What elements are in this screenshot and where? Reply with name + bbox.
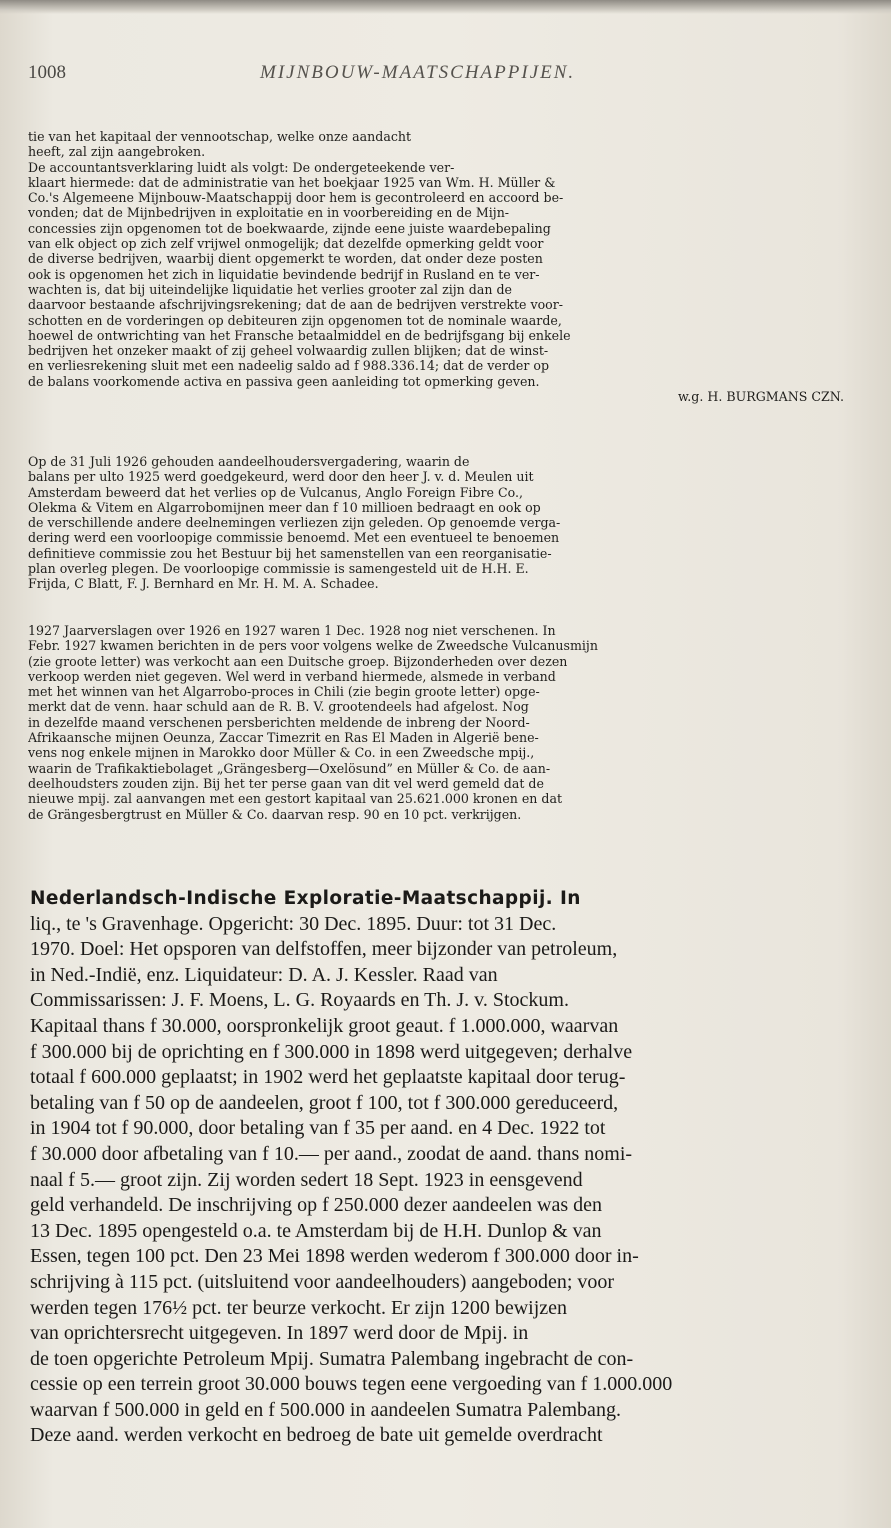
year-1927-line: Afrikaansche mijnen Oeunza, Zaccar Timezrit en Ras El Maden in Algerië bene-	[28, 730, 539, 746]
meeting-line: Op de 31 Juli 1926 gehouden aandeelhoudersvergadering, waarin de	[28, 454, 470, 469]
report-line: bedrijven het onzeker maakt of zij geheel volwaardig zullen blijken; dat de winst-	[28, 343, 549, 359]
company-line: 1970. Doel: Het opsporen van delfstoffen, meer bijzonder van petroleum,	[30, 938, 618, 961]
year-1927-line: vens nog enkele mijnen in Marokko door Müller & Co. in een Zweedsche mpij.,	[28, 745, 535, 761]
year-1927-line: in dezelfde maand verschenen persberichten meldende de inbreng der Noord-	[28, 714, 530, 730]
company-line: liq., te 's Gravenhage. Opgericht: 30 Dec. 1895. Duur: tot 31 Dec.	[30, 912, 557, 935]
year-1927-line: (zie groote letter) was verkocht aan een Duitsche groep. Bijzonderheden over dezen	[28, 653, 568, 669]
company-line: in 1904 tot f 90.000, door betaling van f 35 per aand. en 4 Dec. 1922 tot	[30, 1117, 606, 1140]
meeting-line: de verschillende andere deelnemingen verliezen zijn geleden. Op genoemde verga-	[28, 515, 561, 531]
report-signature: w.g. H. BURGMANS CZN.	[678, 389, 844, 405]
company-line: f 300.000 bij de oprichting en f 300.000 in 1898 werd uitgegeven; derhalve	[30, 1040, 633, 1063]
year-1927-line: 1927 Jaarverslagen over 1926 en 1927 waren 1 Dec. 1928 nog niet verschenen. In	[28, 623, 556, 638]
company-name: Nederlandsch-Indische Exploratie-Maatschappij. In	[30, 888, 581, 909]
year-1927-line: deelhoudsters zouden zijn. Bij het ter perse gaan van dit vel werd gemeld dat de	[28, 775, 544, 791]
page-header	[28, 62, 848, 92]
page-top-edge	[0, 0, 891, 14]
page-number: 1008	[28, 62, 66, 83]
running-head: MIJNBOUW-MAATSCHAPPIJEN.	[260, 62, 576, 83]
meeting-line: Frijda, C Blatt, F. J. Bernhard en Mr. H. M. A. Schadee.	[28, 576, 379, 592]
meeting-line: definitieve commissie zou het Bestuur bij het samenstellen van een reorganisatie-	[28, 545, 552, 561]
company-line: in Ned.-Indië, enz. Liquidateur: D. A. J. Kessler. Raad van	[30, 963, 498, 986]
year-1927-line: merkt dat de venn. haar schuld aan de R. B. V. grootendeels had afgelost. Nog	[28, 699, 529, 715]
year-1927-line: verkoop werden niet gegeven. Wel werd in verband hiermede, alsmede in verband	[28, 668, 556, 684]
report-line: wachten is, dat bij uiteindelijke liquidatie het verlies grooter zal zijn dan de	[28, 281, 512, 297]
year-1927-line: waarin de Trafikaktiebolaget „Grängesberg—Oxelösund” en Müller & Co. de aan-	[28, 760, 551, 776]
year-1927-paragraph	[28, 623, 864, 822]
company-line: Deze aand. werden verkocht en bedroeg de bate uit gemelde overdracht	[30, 1424, 603, 1447]
report-line: en verliesrekening sluit met een nadeelig saldo ad f 988.336.14; dat de verder op	[28, 358, 550, 374]
meeting-paragraph	[28, 454, 864, 592]
company-line: Essen, tegen 100 pct. Den 23 Mei 1898 werden wederom f 300.000 door in-	[30, 1245, 639, 1268]
year-1927-line: met het winnen van het Algarrobo-proces in Chili (zie begin groote letter) opge-	[28, 684, 540, 700]
report-line: tie van het kapitaal der vennootschap, welke onze aandacht	[28, 129, 412, 144]
report-line: De accountantsverklaring luidt als volgt: De ondergeteekende ver-	[28, 159, 455, 175]
company-line: waarvan f 500.000 in geld en f 500.000 in aandeelen Sumatra Palembang.	[30, 1398, 621, 1421]
year-1927-line: Febr. 1927 kwamen berichten in de pers voor volgens welke de Zweedsche Vulcanusmijn	[28, 638, 598, 654]
company-line: de toen opgerichte Petroleum Mpij. Sumatra Palembang ingebracht de con-	[30, 1347, 634, 1370]
company-line: schrijving à 115 pct. (uitsluitend voor aandeelhouders) aangeboden; voor	[30, 1270, 615, 1293]
year-1927-line: de Grängesbergtrust en Müller & Co. daarvan resp. 90 en 10 pct. verkrijgen.	[28, 806, 522, 822]
accountant-report	[28, 129, 864, 404]
report-line: daarvoor bestaande afschrijvingsrekening; dat de aan de bedrijven verstrekte voor-	[28, 297, 564, 313]
meeting-line: dering werd een voorloopige commissie benoemd. Met een eventueel te benoemen	[28, 530, 560, 546]
meeting-line: Olekma & Vitem en Algarrobomijnen meer dan f 10 millioen bedraagt en ook op	[28, 499, 541, 515]
report-line: heeft, zal zijn aangebroken.	[28, 144, 206, 160]
report-line: vonden; dat de Mijnbedrijven in exploitatie en in voorbereiding en de Mijn-	[28, 205, 510, 221]
report-line: van elk object op zich zelf vrijwel onmogelijk; dat dezelfde opmerking geldt voor	[28, 236, 544, 252]
report-line: de balans voorkomende activa en passiva geen aanleiding tot opmerking geven.	[28, 373, 540, 389]
company-line: naal f 5.— groot zijn. Zij worden sedert 18 Sept. 1923 in eensgevend	[30, 1168, 583, 1191]
company-line: geld verhandeld. De inschrijving op f 250.000 dezer aandeelen was den	[30, 1194, 603, 1217]
meeting-line: balans per ulto 1925 werd goedgekeurd, werd door den heer J. v. d. Meulen uit	[28, 469, 534, 485]
report-line: de diverse bedrijven, waarbij dient opgemerkt te worden, dat onder deze posten	[28, 251, 543, 267]
report-line: hoewel de ontwrichting van het Fransche betaalmiddel en de bedrijfsgang bij enkele	[28, 327, 571, 343]
company-line: werden tegen 176½ pct. ter beurze verkocht. Er zijn 1200 bewijzen	[30, 1296, 568, 1319]
report-line: klaart hiermede: dat de administratie van het boekjaar 1925 van Wm. H. Müller &	[28, 174, 556, 190]
company-line: 13 Dec. 1895 opengesteld o.a. te Amsterdam bij de H.H. Dunlop & van	[30, 1219, 602, 1242]
company-line: f 30.000 door afbetaling van f 10.— per aand., zoodat de aand. thans nomi-	[30, 1142, 633, 1165]
meeting-line: Amsterdam beweerd dat het verlies op de Vulcanus, Anglo Foreign Fibre Co.,	[28, 484, 523, 500]
report-line: Co.'s Algemeene Mijnbouw-Maatschappij door hem is gecontroleerd en accoord be-	[28, 190, 564, 206]
meeting-line: plan overleg plegen. De voorloopige commissie is samengesteld uit de H.H. E.	[28, 561, 529, 577]
company-entry	[30, 886, 864, 1449]
company-line: totaal f 600.000 geplaatst; in 1902 werd het geplaatste kapitaal door terug-	[30, 1066, 626, 1089]
company-line: Commissarissen: J. F. Moens, L. G. Royaards en Th. J. v. Stockum.	[30, 989, 569, 1012]
company-line: van oprichtersrecht uitgegeven. In 1897 werd door de Mpij. in	[30, 1322, 529, 1345]
company-line: cessie op een terrein groot 30.000 bouws tegen eene vergoeding van f 1.000.000	[30, 1373, 673, 1396]
report-line: concessies zijn opgenomen tot de boekwaarde, zijnde eene juiste waardebepaling	[28, 220, 551, 236]
report-line: schotten en de vorderingen op debiteuren zijn opgenomen tot de nominale waarde,	[28, 312, 562, 328]
year-1927-line: nieuwe mpij. zal aanvangen met een gestort kapitaal van 25.621.000 kronen en dat	[28, 791, 563, 807]
report-line: ook is opgenomen het zich in liquidatie bevindende bedrijf in Rusland en te ver-	[28, 266, 540, 282]
company-line: betaling van f 50 op de aandeelen, groot f 100, tot f 300.000 gereduceerd,	[30, 1091, 619, 1114]
company-line: Kapitaal thans f 30.000, oorspronkelijk groot geaut. f 1.000.000, waarvan	[30, 1014, 619, 1037]
